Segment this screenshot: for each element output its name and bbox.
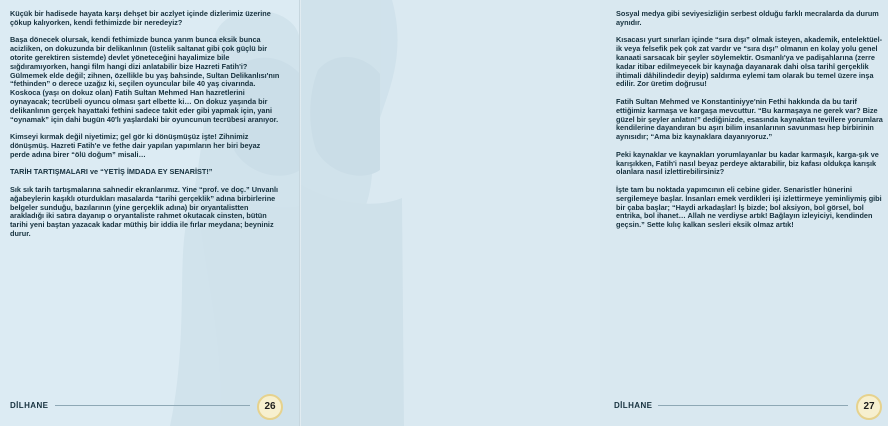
paragraph: Kimseyi kırmak değil niyetimiz; gel gör ki dönüşmüşüz işte! Zihnimiz dönüşmüş. Hazreti Fatih'e ve fethe dair yapılan yapımların her biri beyaz perde adına birer “ölü doğum” misali…: [10, 132, 261, 159]
brand-mark: DİLHANE: [614, 401, 653, 410]
left-page-text: [10, 10, 282, 248]
section-heading: TARİH TARTIŞMALARI ve “YETİŞ İMDADA EY SENARİST!”: [10, 167, 213, 177]
page-number-badge: 26: [257, 394, 283, 420]
page-number-badge: 27: [856, 394, 882, 420]
paragraph: Fatih Sultan Mehmed ve Konstantiniyye'nin Fethi hakkında da bu tarif ettiğimiz karmaşa ve kargaşa mevcuttur. “Bu karmaşaya ne gerek var? Bize güzel bir şeyler anlatın!” dediğinizde, esasında kaynaktan tevillere yorumlara kendilerine dayandıran bu aşırı bilim insanlarının savunması hep birbirinin aynısıdır; “Ama biz kaynaklara dayanıyoruz.”: [616, 96, 883, 142]
right-page-text: [616, 10, 888, 239]
paragraph: Sosyal medya gibi seviyesizliğin serbest olduğu farklı mecralarda da durum aynıdır.: [616, 9, 879, 27]
paragraph: İşte tam bu noktada yapımcının eli cebine gider. Senaristler hünerini sergilemeye başlar. İnsanları emek verdikleri işi izlettirmeye yeminliymiş gibi bir çaba başlar; “Haydi arkadaşlar! İş bizde; bol aksiyon, bol görsel, bol entrika, bol ihanet… Allah ne verdiyse artık! Bağlayın izleyiciyi, kendinden geçsin.” Sette kılıç kalkan sesleri eksik olmaz artık!: [616, 184, 882, 230]
portrait-illustration: [300, 0, 600, 426]
brand-mark: DİLHANE: [10, 401, 49, 410]
paragraph: Kısacası yurt sınırları içinde “sıra dışı” olmak isteyen, akademik, entelektüel-ik veya felsefik pek çok zat vardır ve “sıra dışı” olmanın en kolay yolu genel kanaati sarsacak bir şeyler söylemektir. Osmanlı'ya ve padişahlarına (zerre kadar itibar edilmeyecek bir kaynağa dayanarak dahi olsa tarihî gerçeklik ihtimali dâhilindedir deyip) saldırma eylemi tam olarak bu temel üzere inşa edilir. Zor üretim doğrusu!: [616, 35, 883, 89]
paragraph: Peki kaynaklar ve kaynakları yorumlayanlar bu kadar karmaşık, karga-şık ve karışıkken, Fatih'i nasıl beyaz perdeye aktarabilir, biz kafası oldukça karışık olanlara nasıl izlettirebilirsiniz?: [616, 149, 879, 177]
paragraph: Küçük bir hadisede hayata karşı dehşet bir aczlyet içinde dizlerimiz üzerine çökup kalıyorken, kendi fethimizde bir neredeyiz?: [10, 9, 271, 27]
left-page: [0, 0, 300, 426]
footer-divider: [658, 405, 848, 406]
paragraph: Sık sık tarih tartışmalarına sahnedir ekranlarımız. Yine “prof. ve doç.” Unvanlı ağabeylerin kaşıklı oturdukları masalarda “tarihi gerçeklik” adına birbirlerine belgeler sunduğu, bazılarının (yine gerçeklik adına) bir oryantalistten arakladığı iki satıra dayanıp o oryantaliste rahmet okutacak cinsten, bütün tarihi yeni baştan yazacak kadar müthiş bir iddia ile fırlar meydana; beyniniz durur.: [10, 184, 279, 238]
footer-divider: [55, 405, 250, 406]
right-page: [300, 0, 883, 426]
right-page-footer: [300, 394, 875, 418]
paragraph: Başa dönecek olursak, kendi fethimizde bunca yarım bunca eksik bunca acizliken, on dokuzunda bir delikanlının (üstelik saltanat gibi çok güçlü bir otorite gerektiren sistemde) devlet yöneteceğini hayalimize bile sığdıramıyorken, hangi film hangi dizi anlatabilir bize Hazreti Fatih'i? Gülmemek elde değil; zihnen, özellikle bu yaş bahsinde, Sultan Delikanlısı'nın “fethinden” o derece uzağız ki, seçilen oyuncular bile 40 yaş civarında. Koskoca (yaşı on dokuz olan) Fatih Sultan Mehmed Han hazretlerini oynayacak; tecrübeli oyuncu olması şart elbette ki… On dokuz yaşında bir delikanlının gerçek hayattaki fethini sadece takit eder gibi yapmak için, yani “oynamak” için dahi bugün 40'lı yaşlardaki bir oyuncunun tecrübesi aranıyor.: [10, 35, 280, 124]
page-gutter: [299, 0, 301, 426]
left-page-footer: [0, 394, 300, 418]
